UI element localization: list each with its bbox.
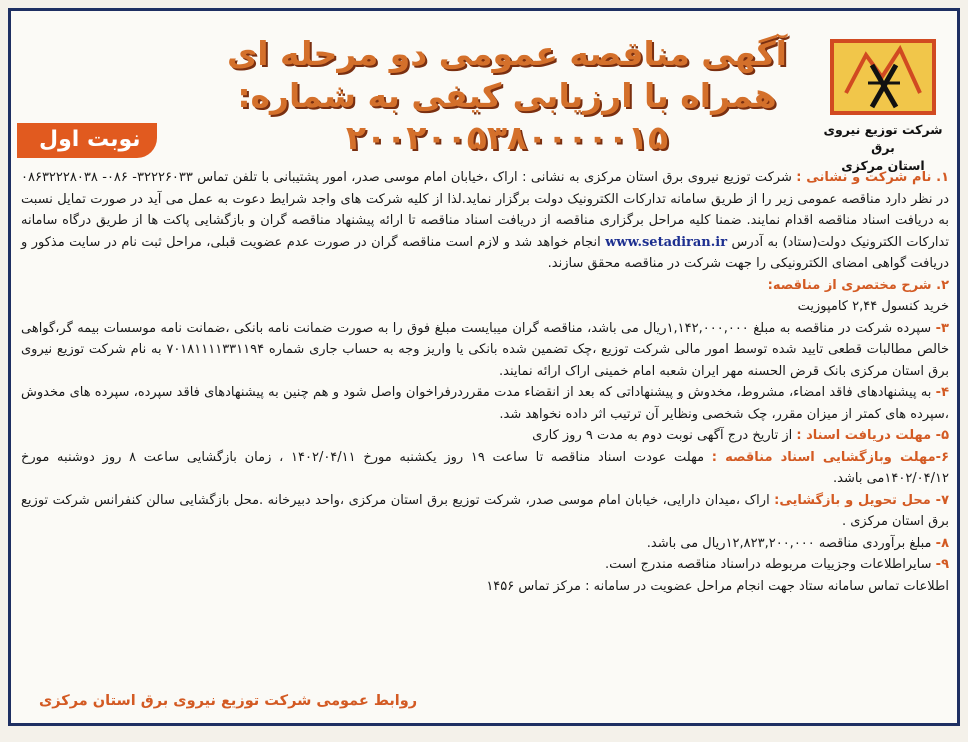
company-name-line2: استان مرکزی bbox=[841, 158, 925, 173]
item-7 bbox=[21, 490, 949, 533]
item-4-heading: ۴- bbox=[935, 385, 949, 400]
item-1-heading: ۱. نام شرکت و نشانی : bbox=[796, 170, 950, 185]
contact-info bbox=[21, 576, 949, 598]
ad-body bbox=[21, 167, 949, 597]
website-link[interactable]: www.setadiran.ir bbox=[605, 234, 728, 250]
item-2 bbox=[21, 275, 949, 297]
item-4-text: به پیشنهادهای فاقد امضاء، مشروط، مخدوش و پیشنهاداتی که بعد از انقضاء مدت مقرردرفراخوان واصل شود و هم چنین به پیشنهادهای فاقد سپرده، سپرده های مخدوش ،سپرده های کمتر از میزان مقرر، چک شخصی ونظایر آن ترتیب اثر داده نخواهد شد. bbox=[21, 385, 949, 422]
item-5-heading: ۵- مهلت دریافت اسناد : bbox=[796, 428, 949, 443]
item-9 bbox=[21, 554, 949, 576]
title-line2: همراه با ارزیابی کیفی به شماره: ۲۰۰۲۰۰۵۳۸۰۰۰۰۰۱۵ bbox=[237, 76, 777, 157]
round-badge: نوبت اول bbox=[17, 123, 157, 158]
ad-title bbox=[207, 33, 807, 159]
item-4 bbox=[21, 382, 949, 425]
item-2-body bbox=[21, 296, 949, 318]
item-1 bbox=[21, 167, 949, 275]
item-3-text: سپرده شرکت در مناقصه به مبلغ ۱,۱۴۲,۰۰۰,۰۰۰ریال می باشد، مناقصه گران میبایست مبلغ فوق را به صورت ضمانت نامه بانکی ،ضمانت نامه موسسات بیمه گر،گواهی خالص مطالبات قطعی تایید شده توسط امور مالی شرکت توزیع ،چک تضمین شده بانکی یا واریز وجه به حساب جاری شماره ۷۰۱۸۱۱۱۱۳۳۱۱۹۴ به نام شرکت توزیع نیروی برق استان مرکزی بانک قرض الحسنه مهر ایران شعبه امام خمینی اراک ارائه نمایند. bbox=[21, 320, 949, 379]
item-7-text: اراک ،میدان دارایی، خیابان امام موسی صدر، شرکت توزیع برق استان مرکزی ،واحد دبیرخانه .محل بازگشایی سالن کنفرانس شرکت توزیع برق استان مرکزی . bbox=[21, 492, 949, 529]
item-8-text: مبلغ برآوردی مناقصه ۱۲,۸۲۳,۲۰۰,۰۰۰ریال می باشد. bbox=[646, 535, 932, 551]
item-8-heading: ۸- bbox=[935, 535, 949, 551]
item-1-text2: انجام خواهد شد و لازم است مناقصه گران در صورت عدم عضویت قبلی، مراحل ثبت نام در سایت مذکور و دریافت گواهی امضای الکترونیکی را جهت شرکت در مناقصه محقق سازند. bbox=[21, 234, 949, 271]
item-3 bbox=[21, 318, 949, 383]
item-6 bbox=[21, 447, 949, 490]
public-relations-signature: روابط عمومی شرکت توزیع نیروی برق استان مرکزی bbox=[39, 693, 418, 709]
item-2-heading: ۲. شرح مختصری از مناقصه: bbox=[767, 277, 949, 293]
item-5-text: از تاریخ درج آگهی نوبت دوم به مدت ۹ روز کاری bbox=[532, 428, 793, 443]
item-6-text: مهلت عودت اسناد مناقصه تا ساعت ۱۹ روز یکشنبه مورخ ۱۴۰۲/۰۴/۱۱ ، زمان بازگشایی ساعت ۸ روز دوشنبه مورخ ۱۴۰۲/۰۴/۱۲می باشد. bbox=[21, 449, 949, 486]
item-8 bbox=[21, 533, 949, 555]
title-line1: آگهی مناقصه عمومی دو مرحله ای bbox=[227, 34, 787, 73]
item-1-text: شرکت توزیع نیروی برق استان مرکزی به نشانی : اراک ،خیابان امام موسی صدر، امور پشتیبانی با تلفن تماس ۳۲۲۲۶۰۳۳- ۰۸۶- ۰۸۶۳۲۲۲۸۰۳۸ در نظر دارد مناقصه عمومی زیر را از طریق سامانه تدارکات الکترونیک دولت برگزار نماید.لذا از کلیه شرکت های واجد شرایط دعوت به عمل می آید در صورت تمایل نسبت به دریافت اسناد مناقصه اقدام نمایند. ضمنا کلیه مراحل برگزاری مناقصه از دریافت اسناد مناقصه تا ارائه پیشنهاد مناقصه گران و بازگشایی پاکت ها از طریق درگاه سامانه تدارکات الکترونیک دولت(ستاد) به آدرس bbox=[21, 170, 949, 250]
company-logo-block bbox=[823, 33, 943, 175]
item-7-heading: ۷- محل تحویل و بازگشایی: bbox=[774, 492, 949, 508]
company-name-line1: شرکت توزیع نیروی برق bbox=[823, 122, 943, 155]
item-5 bbox=[21, 425, 949, 447]
item-9-text: سایراطلاعات وجزییات مربوطه دراسناد مناقصه مندرج است. bbox=[605, 557, 932, 572]
newspaper-ad bbox=[8, 8, 960, 726]
item-2-text: خرید کنسول ۲,۴۴ کامپوزیت bbox=[797, 299, 949, 314]
contact-text: اطلاعات تماس سامانه ستاد جهت انجام مراحل عضویت در سامانه : مرکز تماس ۱۴۵۶ bbox=[486, 578, 949, 594]
item-3-heading: ۳- bbox=[935, 320, 949, 336]
item-6-heading: ۶-مهلت وبازگشایی اسناد مناقصه : bbox=[711, 449, 949, 465]
power-tower-logo-icon bbox=[824, 33, 942, 117]
item-9-heading: ۹- bbox=[935, 557, 949, 572]
